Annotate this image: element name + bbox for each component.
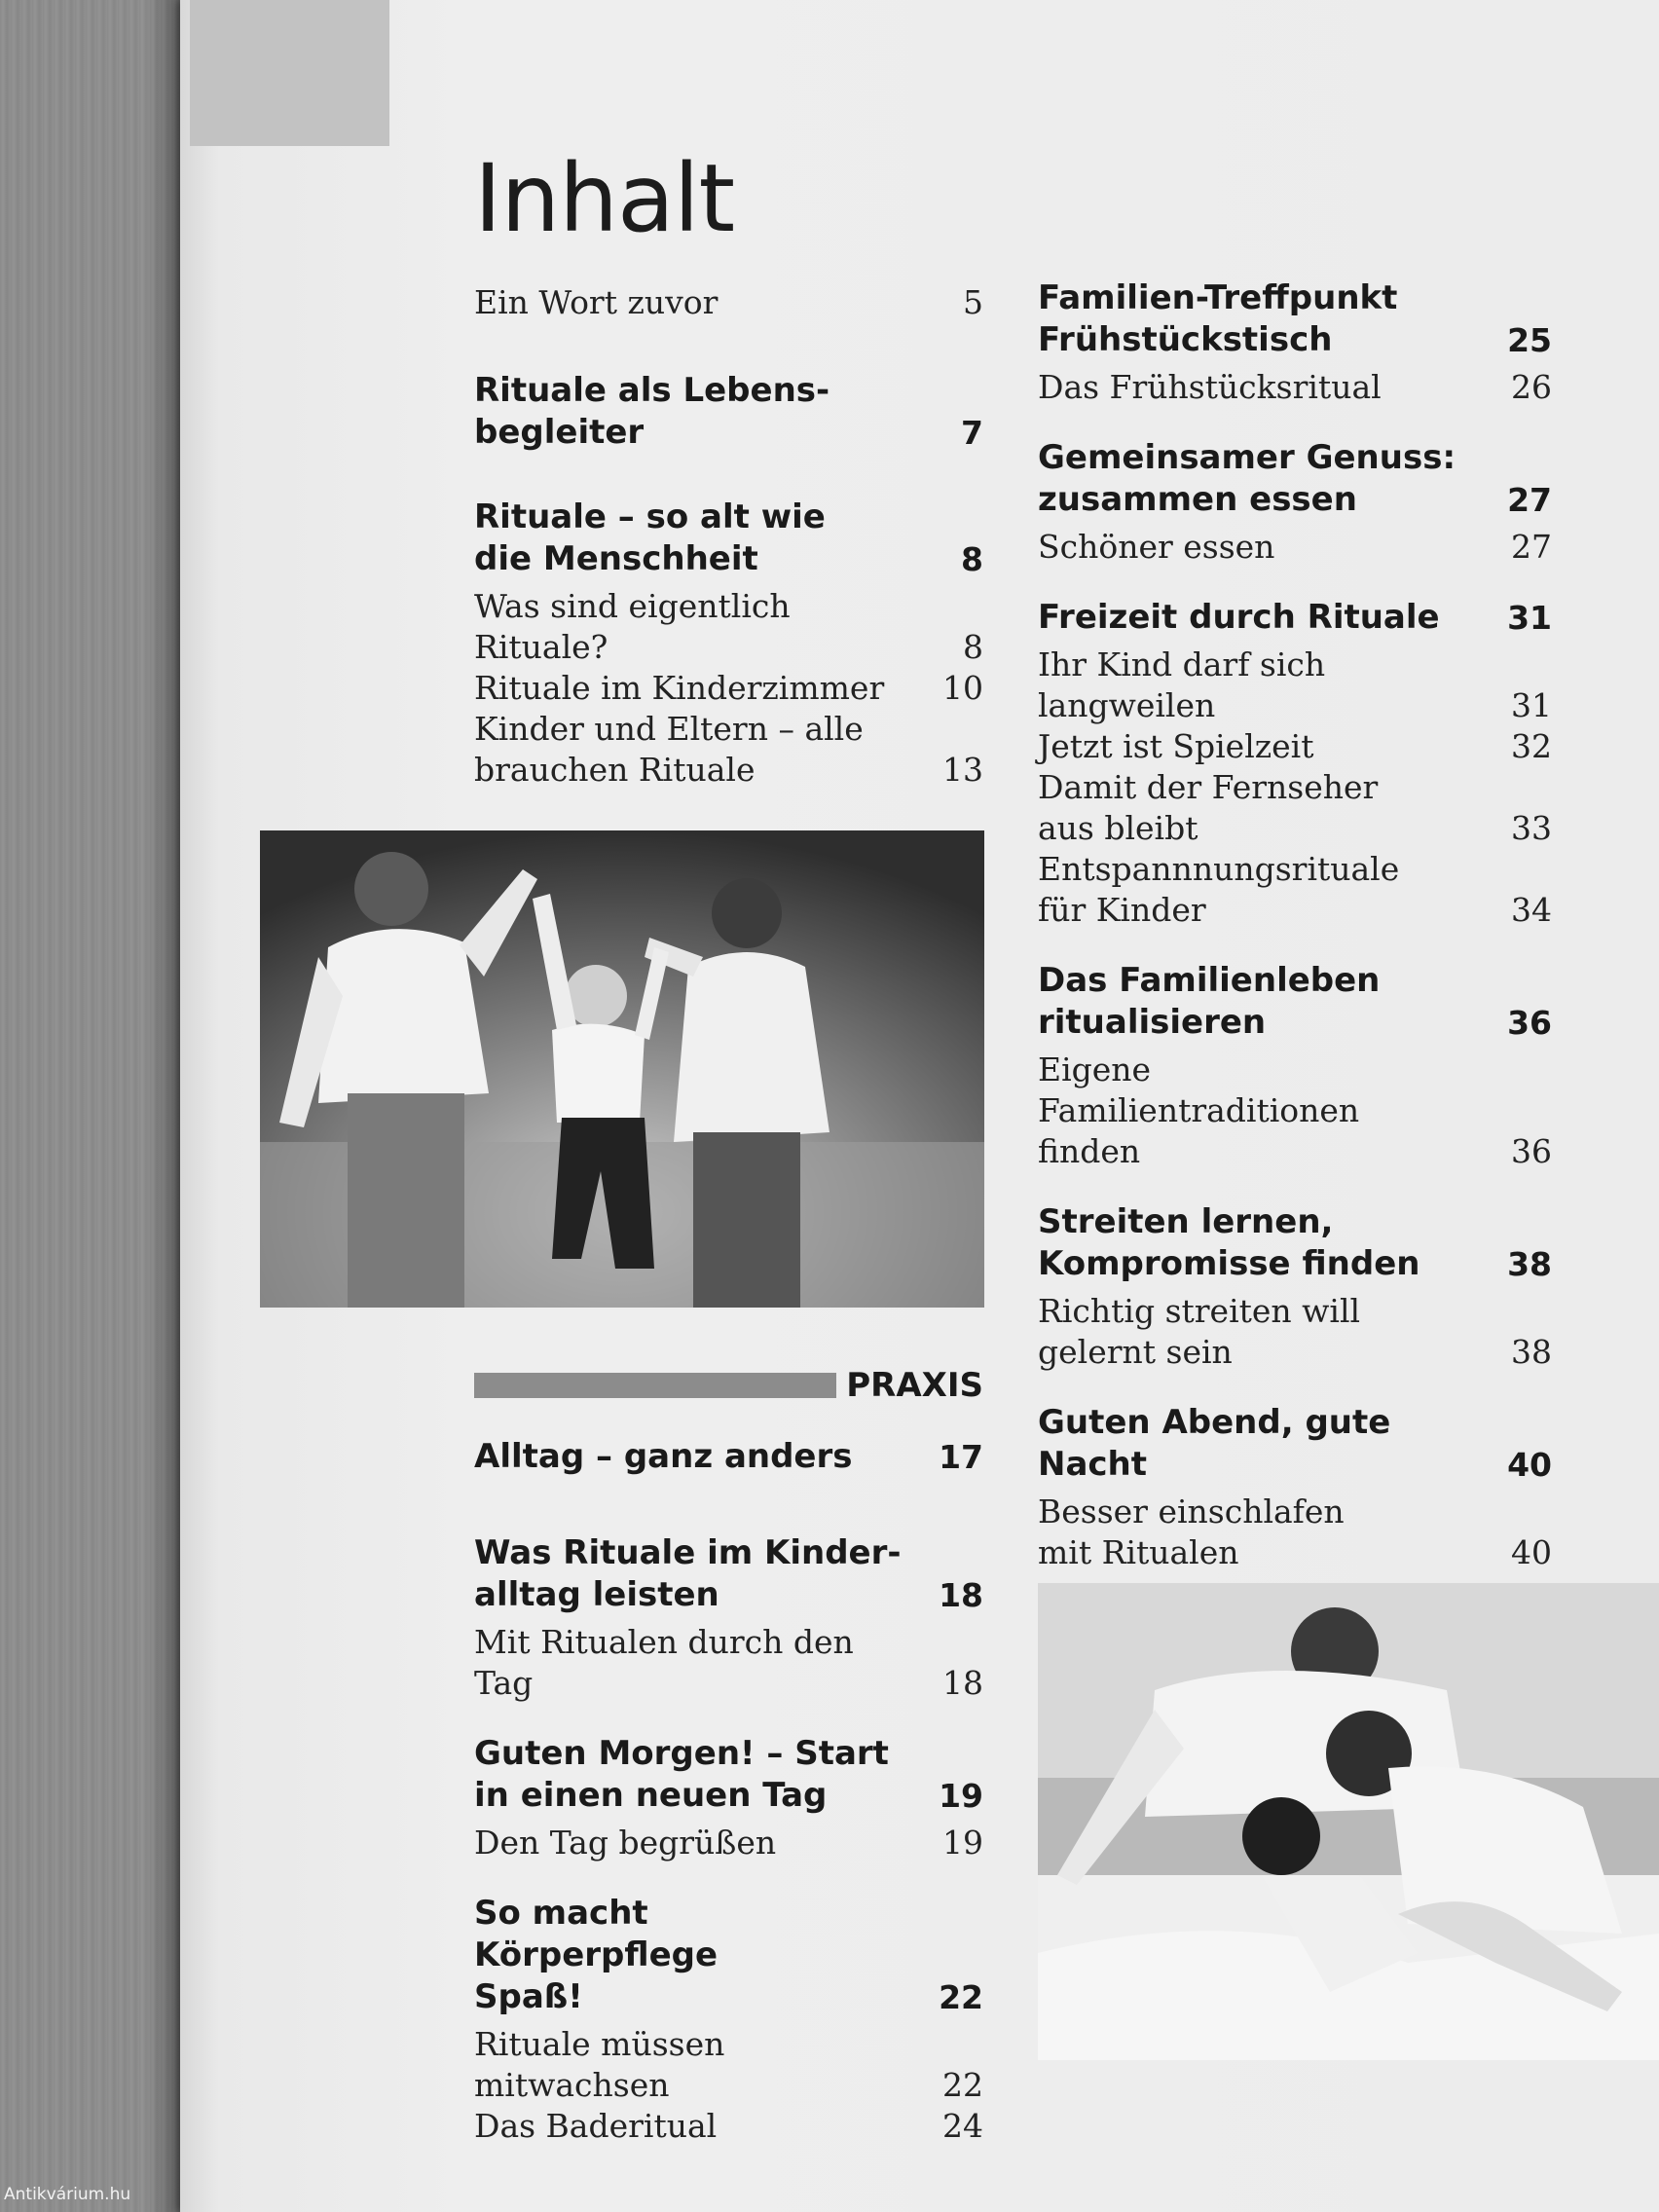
toc-section-entry	[474, 2024, 983, 2106]
toc-entry-title: Streiten lernen, Kompromisse finden	[1038, 1202, 1420, 1283]
toc-entry-title: Das Familienleben ritualisieren	[1038, 961, 1381, 1042]
toc-section-entry	[474, 1622, 983, 1704]
toc-chapter-entry	[1038, 277, 1552, 361]
toc-entry-title: Freizeit durch Rituale	[1038, 598, 1440, 637]
toc-entry-page: 38	[1507, 1245, 1552, 1283]
praxis-bar	[474, 1373, 836, 1398]
toc-entry-title: Schöner essen	[1038, 528, 1275, 566]
toc-entry-title: Gemeinsamer Genuss: zusammen essen	[1038, 438, 1456, 519]
toc-chapter-entry	[1038, 960, 1552, 1044]
toc-entry-page: 27	[1511, 528, 1552, 566]
toc-chapter-entry	[474, 1436, 983, 1478]
praxis-label: PRAXIS	[846, 1365, 983, 1405]
toc-section-entry	[474, 282, 983, 323]
toc-section-entry	[1038, 645, 1552, 726]
toc-section-entry	[474, 2106, 983, 2147]
toc-entry-page: 31	[1507, 599, 1552, 637]
toc-chapter-entry	[474, 1733, 983, 1817]
toc-chapter-entry	[474, 1893, 983, 2018]
toc-entry-page: 34	[1511, 891, 1552, 929]
toc-left-praxis-column	[474, 1436, 983, 2147]
toc-entry-title: Jetzt ist Spielzeit	[1038, 727, 1314, 765]
toc-entry-title: So macht Körperpflege Spaß!	[474, 1894, 719, 2016]
toc-entry-page: 5	[963, 283, 983, 321]
toc-chapter-entry	[474, 1532, 983, 1616]
corner-tab	[190, 0, 389, 146]
toc-entry-page: 38	[1511, 1333, 1552, 1371]
toc-section-entry	[1038, 527, 1552, 568]
toc-entry-page: 19	[939, 1777, 983, 1815]
toc-chapter-entry	[474, 497, 983, 580]
toc-chapter-entry	[1038, 1402, 1552, 1486]
toc-entry-page: 17	[939, 1438, 983, 1476]
toc-right-column	[1038, 277, 1552, 1573]
toc-entry-page: 36	[1507, 1004, 1552, 1042]
toc-entry-page: 8	[963, 628, 983, 666]
toc-section-entry	[474, 668, 983, 709]
toc-section-entry	[474, 1823, 983, 1863]
toc-chapter-entry	[474, 370, 983, 454]
toc-section-entry	[1038, 726, 1552, 767]
toc-entry-title: Das Baderitual	[474, 2107, 718, 2145]
toc-entry-page: 36	[1511, 1132, 1552, 1170]
toc-entry-title: Ihr Kind darf sich langweilen	[1038, 645, 1326, 724]
toc-chapter-entry	[1038, 1201, 1552, 1285]
toc-entry-title: Eigene Familientraditionen finden	[1038, 1051, 1360, 1170]
toc-entry-title: Rituale – so alt wie die Menschheit	[474, 498, 826, 578]
toc-entry-page: 24	[942, 2107, 983, 2145]
toc-section-entry	[1038, 1050, 1552, 1172]
toc-entry-page: 22	[939, 1978, 983, 2016]
toc-section-entry	[1038, 367, 1552, 408]
photo-family-walking	[260, 830, 984, 1308]
toc-entry-title: Rituale müssen mitwachsen	[474, 2025, 725, 2104]
toc-section-entry	[1038, 849, 1552, 931]
toc-entry-page: 10	[942, 669, 983, 707]
toc-entry-page: 25	[1507, 321, 1552, 359]
toc-section-entry	[1038, 1291, 1552, 1373]
toc-entry-title: Was Rituale im Kinder- alltag leisten	[474, 1533, 902, 1614]
photo-family-bed	[1038, 1583, 1659, 2060]
toc-entry-page: 18	[942, 1664, 983, 1702]
toc-entry-page: 33	[1511, 809, 1552, 847]
toc-entry-page: 8	[961, 540, 983, 578]
praxis-banner	[474, 1363, 983, 1407]
toc-entry-page: 32	[1511, 727, 1552, 765]
toc-entry-title: Entspannnungsrituale für Kinder	[1038, 850, 1400, 929]
toc-section-entry	[1038, 767, 1552, 849]
toc-entry-title: Guten Morgen! – Start in einen neuen Tag	[474, 1734, 889, 1815]
toc-entry-title: Mit Ritualen durch den Tag	[474, 1623, 854, 1702]
toc-entry-page: 7	[961, 414, 983, 452]
toc-entry-page: 19	[942, 1824, 983, 1862]
toc-entry-page: 31	[1511, 686, 1552, 724]
toc-entry-title: Kinder und Eltern – alle brauchen Rituale	[474, 710, 864, 789]
toc-entry-title: Den Tag begrüßen	[474, 1824, 777, 1862]
toc-entry-title: Alltag – ganz anders	[474, 1437, 853, 1476]
watermark: Antikvárium.hu	[4, 2185, 131, 2204]
toc-section-entry	[474, 709, 983, 791]
toc-entry-page: 18	[939, 1576, 983, 1614]
toc-entry-title: Guten Abend, gute Nacht	[1038, 1403, 1391, 1484]
page-title: Inhalt	[474, 144, 735, 254]
toc-chapter-entry	[1038, 437, 1552, 521]
toc-entry-title: Rituale als Lebens- begleiter	[474, 371, 830, 452]
toc-section-entry	[474, 586, 983, 668]
toc-entry-title: Was sind eigentlich Rituale?	[474, 587, 791, 666]
page-edge-shadow	[146, 0, 185, 2212]
family-bed-illustration	[1038, 1583, 1659, 2060]
toc-entry-page: 40	[1507, 1446, 1552, 1484]
toc-entry-title: Ein Wort zuvor	[474, 283, 719, 321]
toc-section-entry	[1038, 1492, 1552, 1573]
toc-chapter-entry	[1038, 597, 1552, 639]
toc-entry-page: 22	[942, 2066, 983, 2104]
toc-left-column	[474, 282, 983, 791]
toc-entry-title: Damit der Fernseher aus bleibt	[1038, 768, 1379, 847]
toc-entry-page: 13	[942, 751, 983, 789]
toc-entry-title: Das Frühstücksritual	[1038, 368, 1382, 406]
toc-entry-page: 27	[1507, 481, 1552, 519]
toc-entry-title: Familien-Treffpunkt Frühstückstisch	[1038, 278, 1398, 359]
family-walking-illustration	[260, 830, 984, 1308]
toc-entry-page: 26	[1511, 368, 1552, 406]
toc-entry-title: Rituale im Kinderzimmer	[474, 669, 885, 707]
toc-entry-title: Besser einschlafen mit Ritualen	[1038, 1493, 1345, 1571]
toc-entry-title: Richtig streiten will gelernt sein	[1038, 1292, 1361, 1371]
toc-entry-page: 40	[1511, 1533, 1552, 1571]
